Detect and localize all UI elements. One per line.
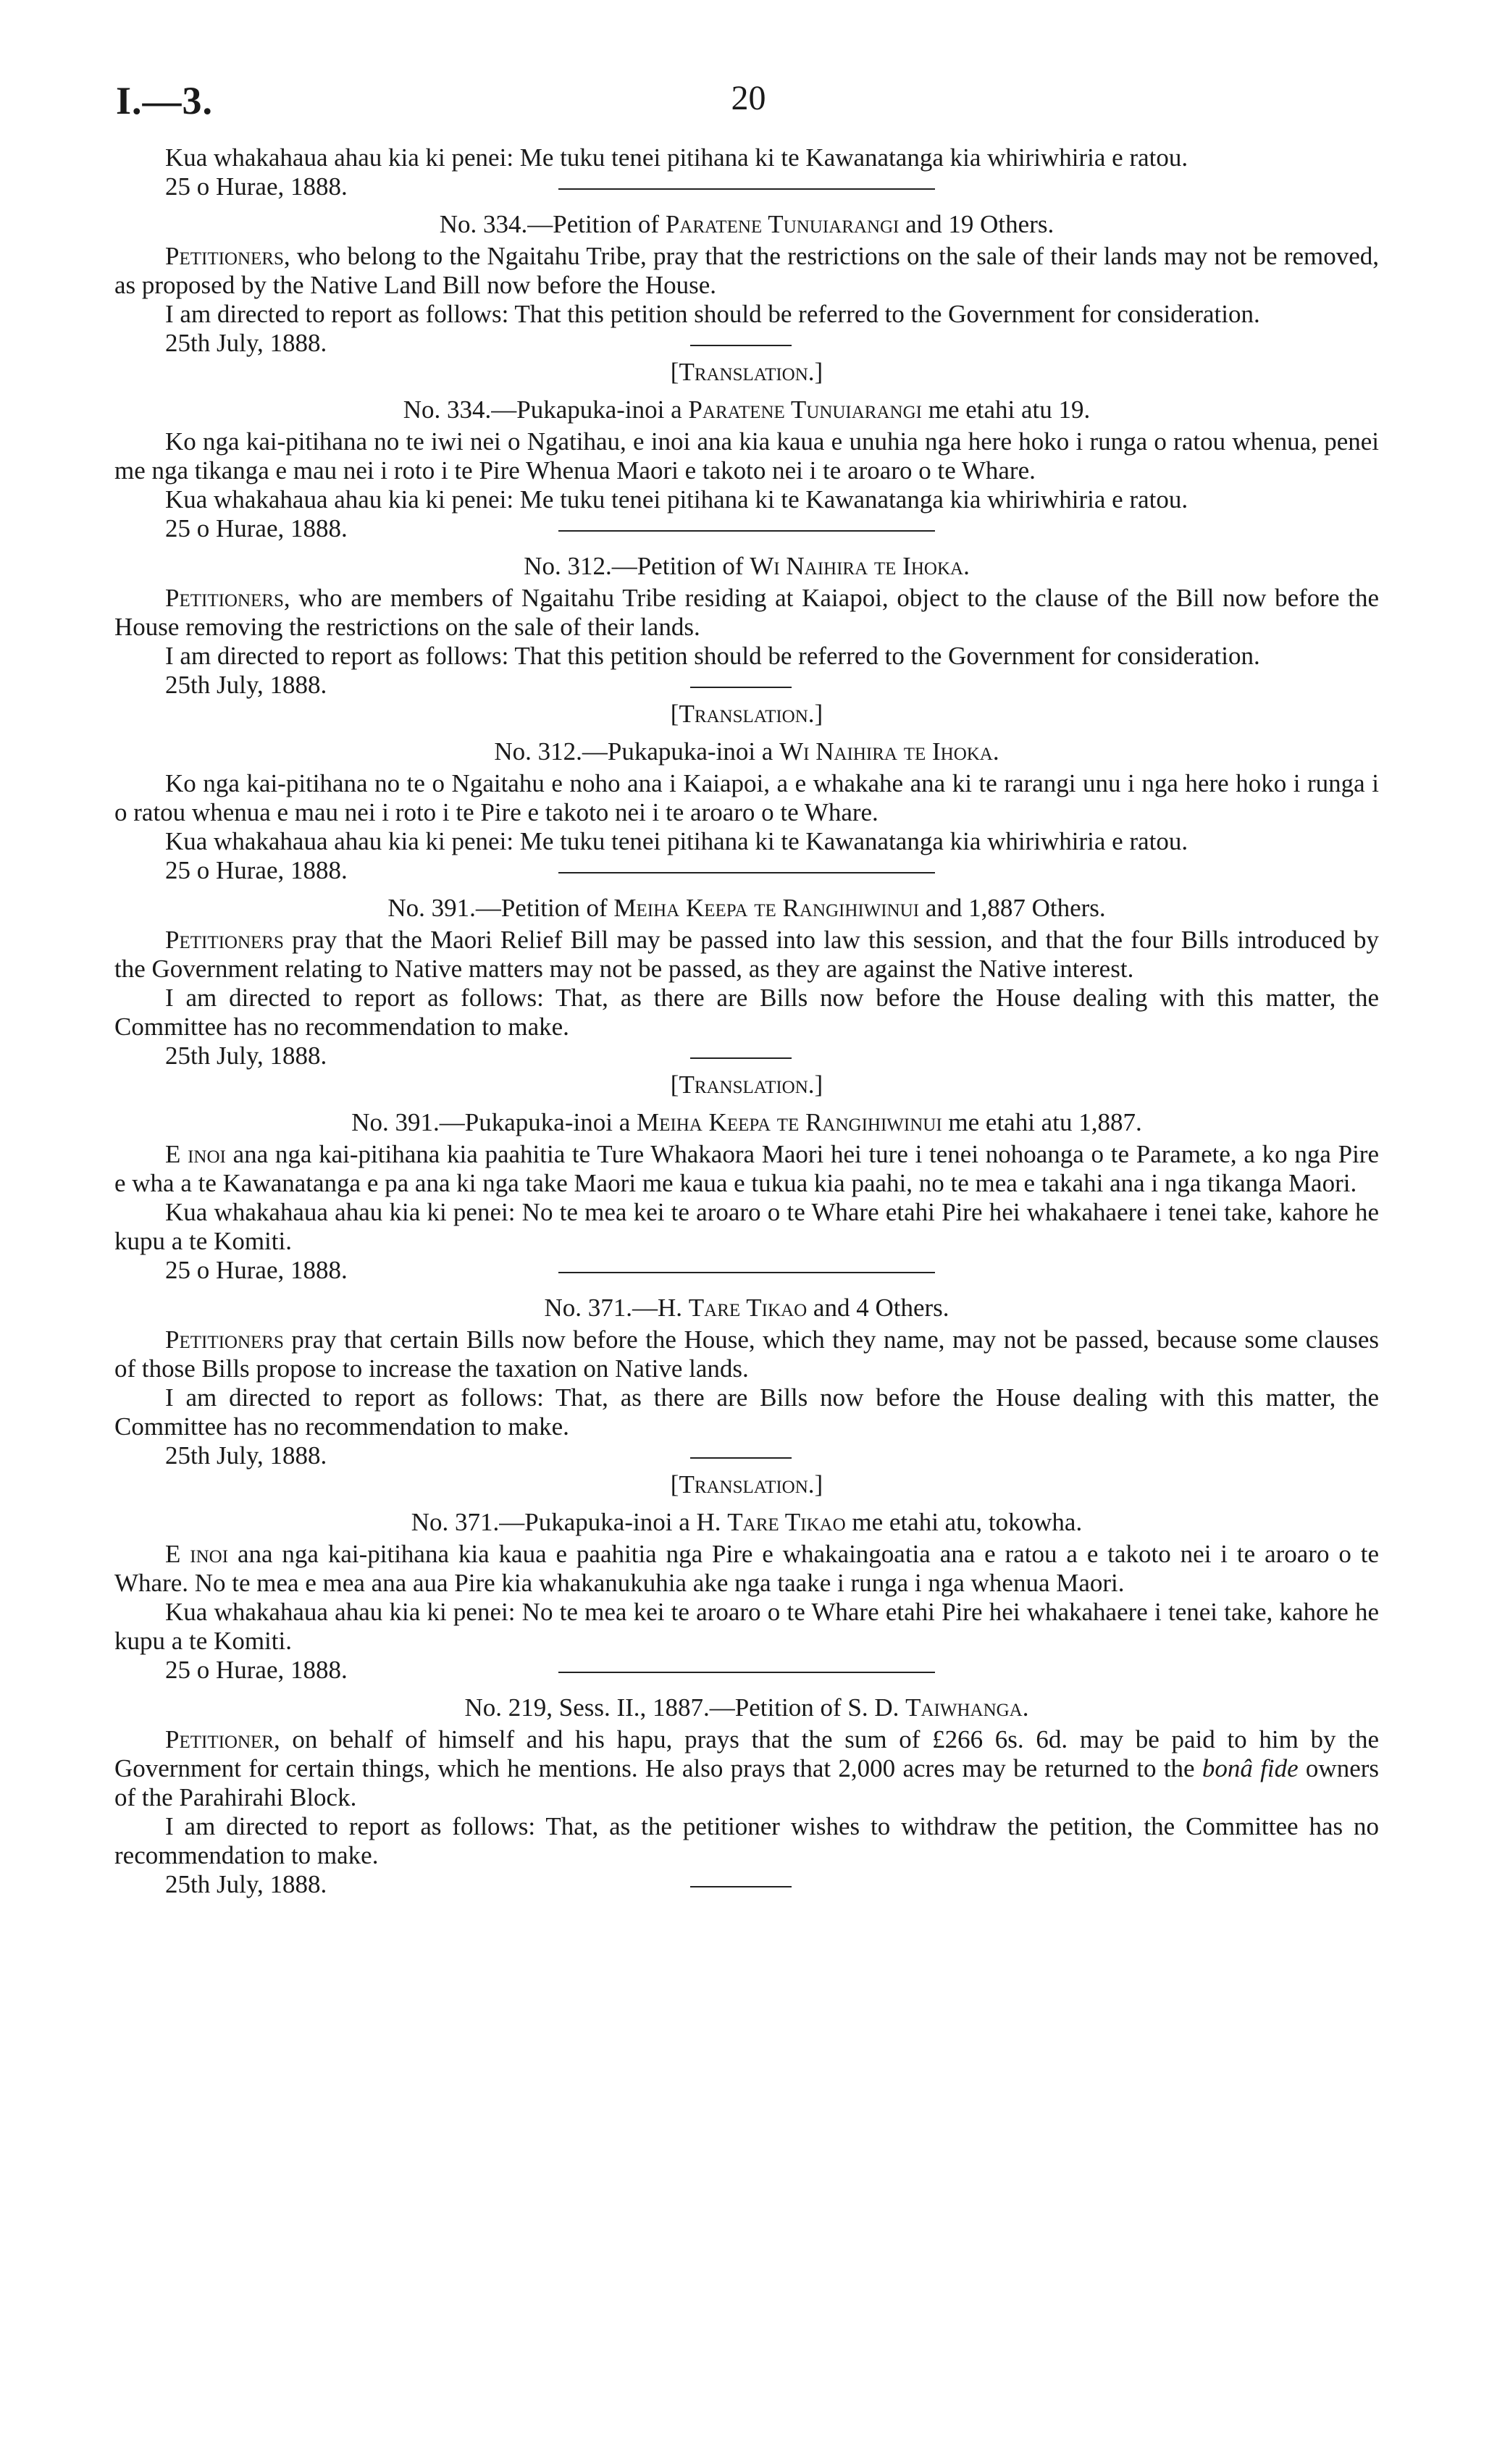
petition-text: Petitioners pray that certain Bills now before the House, which they name, may not be passed, because some clauses of those Bills propose to increase the taxation on Native lands. xyxy=(114,1325,1379,1383)
document-body xyxy=(114,143,1379,1899)
translation-label: [Translation.] xyxy=(670,700,823,728)
report-date: 25th July, 1888. xyxy=(165,1042,327,1070)
report-date: 25th July, 1888. xyxy=(165,1870,327,1898)
report-text: I am directed to report as follows: That, as the petitioner wishes to withdraw the petition, the Committee has no recommendation to make. xyxy=(114,1812,1379,1869)
translation-report: Kua whakahaua ahau kia ki penei: No te mea kei te aroaro o te Whare etahi Pire hei whakahaere i tenei take, kahore he kupu a te Komiti. xyxy=(114,1198,1379,1255)
section-divider xyxy=(558,188,935,190)
petition-title: No. 391.—Petition of Meiha Keepa te Rangihiwinui and 1,887 Others. xyxy=(387,894,1106,922)
short-divider xyxy=(690,345,792,346)
translation-date: 25 o Hurae, 1888. xyxy=(165,514,348,542)
short-divider xyxy=(690,1886,792,1887)
translation-label: [Translation.] xyxy=(670,358,823,386)
short-divider xyxy=(690,1057,792,1059)
translation-report: Kua whakahaua ahau kia ki penei: No te mea kei te aroaro o te Whare etahi Pire hei whakahaere i tenei take, kahore he kupu a te Komiti. xyxy=(114,1598,1379,1655)
petition-text: Petitioners, who belong to the Ngaitahu Tribe, pray that the restrictions on the sale of their lands may not be removed, as proposed by the Native Land Bill now before the House. xyxy=(114,242,1379,299)
translation-petition: Ko nga kai-pitihana no te iwi nei o Ngatihau, e inoi ana kia kaua e unuhia nga here hoko i runga o ratou whenua, penei me nga tikanga e mau nei i roto i te Pire Whenua Maori e takoto nei i te aroaro o te Whare. xyxy=(114,427,1379,485)
translation-title: No. 371.—Pukapuka-inoi a H. Tare Tikao me etahi atu, tokowha. xyxy=(411,1508,1083,1536)
report-date: 25th July, 1888. xyxy=(165,1441,327,1470)
translation-label: [Translation.] xyxy=(670,1470,823,1499)
section-divider xyxy=(558,872,935,873)
petition-title: No. 371.—H. Tare Tikao and 4 Others. xyxy=(544,1294,949,1322)
petition-text: Petitioners, who are members of Ngaitahu Tribe residing at Kaiapoi, object to the clause of the Bill now before the House removing the restrictions on the sale of their lands. xyxy=(114,584,1379,641)
intro-paragraph: Kua whakahaua ahau kia ki penei: Me tuku tenei pitihana ki te Kawanatanga kia whiriwhiria e ratou. xyxy=(165,143,1188,172)
report-text: I am directed to report as follows: That, as there are Bills now before the House dealing with this matter, the Committee has no recommendation to make. xyxy=(114,1383,1379,1441)
section-divider xyxy=(558,1672,935,1673)
translation-title: No. 334.—Pukapuka-inoi a Paratene Tunuiarangi me etahi atu 19. xyxy=(403,395,1091,424)
section-divider xyxy=(558,530,935,532)
translation-title: No. 312.—Pukapuka-inoi a Wi Naihira te Ihoka. xyxy=(494,737,999,766)
petition-title: No. 312.—Petition of Wi Naihira te Ihoka. xyxy=(524,552,970,580)
petition-text: Petitioner, on behalf of himself and his hapu, prays that the sum of £266 6s. 6d. may be paid to him by the Government for certain things, which he mentions. He also prays that 2,000 acres may be returned to the bonâ fide owners of the Parahirahi Block. xyxy=(114,1725,1380,1811)
translation-report: Kua whakahaua ahau kia ki penei: Me tuku tenei pitihana ki te Kawanatanga kia whiriwhiria e ratou. xyxy=(165,827,1188,855)
translation-date: 25 o Hurae, 1888. xyxy=(165,1656,348,1684)
section-divider xyxy=(558,1272,935,1273)
translation-report: Kua whakahaua ahau kia ki penei: Me tuku tenei pitihana ki te Kawanatanga kia whiriwhiria e ratou. xyxy=(165,485,1188,514)
translation-label: [Translation.] xyxy=(670,1070,823,1099)
series-label: I.—3. xyxy=(116,79,214,122)
short-divider xyxy=(690,687,792,688)
report-date: 25th July, 1888. xyxy=(165,671,327,699)
petition-text: Petitioners pray that the Maori Relief Bill may be passed into law this session, and that the four Bills introduced by the Government relating to Native matters may not be passed, as they are against the Native interest. xyxy=(114,926,1379,983)
translation-title: No. 391.—Pukapuka-inoi a Meiha Keepa te Rangihiwinui me etahi atu 1,887. xyxy=(351,1108,1142,1136)
report-text: I am directed to report as follows: That this petition should be referred to the Government for consideration. xyxy=(165,300,1260,328)
report-text: I am directed to report as follows: That this petition should be referred to the Government for consideration. xyxy=(165,642,1260,670)
translation-date: 25 o Hurae, 1888. xyxy=(165,856,348,884)
translation-petition: E inoi ana nga kai-pitihana kia kaua e paahitia nga Pire e whakaingoatia ana e ratou a e takoto nei i te aroaro o te Whare. No te mea e mea ana aua Pire kia whakanukuhia ake nga taake i runga i nga whenua Maori. xyxy=(114,1540,1380,1597)
intro-date: 25 o Hurae, 1888. xyxy=(165,172,348,201)
translation-date: 25 o Hurae, 1888. xyxy=(165,1256,348,1284)
translation-petition: Ko nga kai-pitihana no te o Ngaitahu e noho ana i Kaiapoi, a e whakahe ana ki te rarangi unu i nga here hoko i runga i o ratou whenua e mau nei i roto i te Pire e takoto nei i te aroaro o te Whare. xyxy=(114,769,1379,826)
short-divider xyxy=(690,1457,792,1459)
petition-title: No. 219, Sess. II., 1887.—Petition of S. D. Taiwhanga. xyxy=(464,1693,1029,1722)
report-date: 25th July, 1888. xyxy=(165,329,327,357)
petition-title: No. 334.—Petition of Paratene Tunuiarangi and 19 Others. xyxy=(439,210,1054,238)
page-number: 20 xyxy=(731,79,766,117)
translation-petition: E inoi ana nga kai-pitihana kia paahitia te Ture Whakaora Maori hei ture i tenei nohoanga o te Paramete, a ko nga Pire e wha a te Kawanatanga e pa ana ki nga take Maori me kaua e tukua kia paahi, no te mea e takahi ana i nga tikanga Maori. xyxy=(114,1140,1379,1197)
report-text: I am directed to report as follows: That, as there are Bills now before the House dealing with this matter, the Committee has no recommendation to make. xyxy=(114,984,1379,1041)
